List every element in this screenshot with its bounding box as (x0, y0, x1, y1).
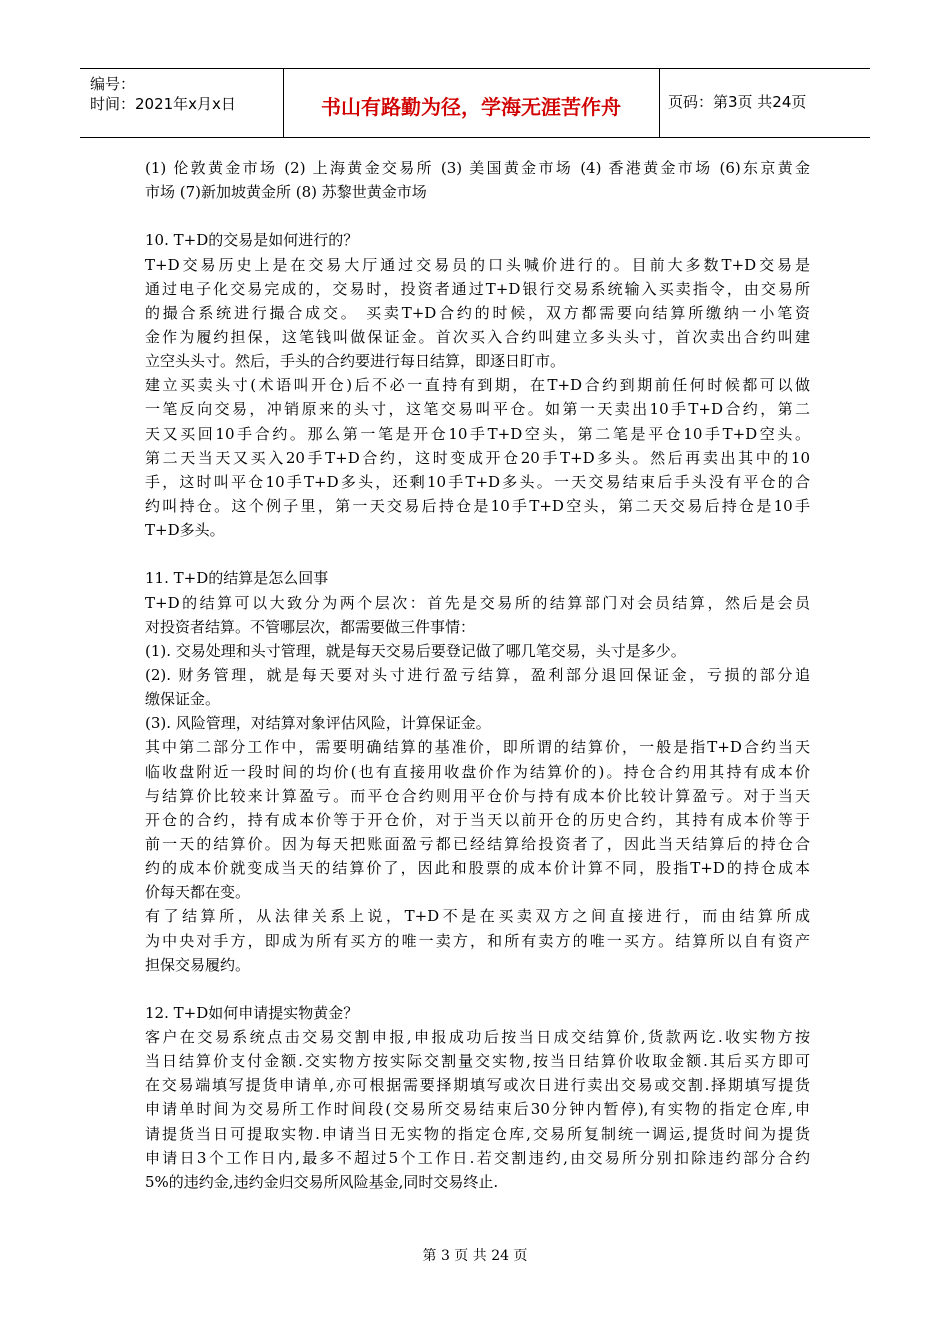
document-body (145, 156, 810, 1194)
number-label: 编号： (90, 75, 136, 93)
text-line: 为中央对手方，即成为所有买方的唯一卖方，和所有卖方的唯一买方。结算所以自有资产 (145, 931, 810, 950)
text-line: 其中第二部分工作中，需要明确结算的基准价，即所谓的结算价，一般是指T+D合约当天 (145, 738, 810, 757)
text-line: 12. T+D如何申请提实物黄金？ (145, 1003, 359, 1022)
page-header (80, 68, 870, 138)
text-line: 申请单时间为交易所工作时间段(交易所交易结束后30分钟内暂停),有实物的指定仓库,申 (145, 1100, 810, 1119)
text-line: 客户在交易系统点击交易交割申报,申报成功后按当日成交结算价,货款两讫.收实物方按 (145, 1028, 810, 1047)
motto-text: 书山有路勤为径，学海无涯苦作舟 (321, 95, 621, 119)
page-footer: 第 3 页 共 24 页 (422, 1248, 528, 1264)
text-line: 临收盘附近一段时间的均价(也有直接用收盘价作为结算价的)。持仓合约用其持有成本价 (145, 762, 810, 781)
text-line: 建立买卖头寸(术语叫开仓)后不必一直持有到期，在T+D合约到期前任何时候都可以做 (145, 376, 810, 395)
text-line: 在交易端填写提货申请单,亦可根据需要择期填写或次日进行卖出交易或交割.择期填写提货 (145, 1076, 810, 1095)
time-label: 时间：2021年x月x日 (90, 95, 236, 113)
text-line: 约的成本价就变成当天的结算价了，因此和股票的成本价计算不同，股指T+D的持仓成本 (145, 859, 810, 878)
text-line: 11. T+D的结算是怎么回事 (145, 569, 329, 588)
text-line: 对投资者结算。不管哪层次，都需要做三件事情： (145, 617, 476, 636)
paragraph-gap (145, 977, 810, 1001)
text-line: (1) 伦敦黄金市场 (2) 上海黄金交易所 (3) 美国黄金市场 (4) 香港黄金市场 (6)东京黄金 (145, 159, 810, 177)
text-line: (2). 财务管理，就是每天要对头寸进行盈亏结算，盈利部分退回保证金，亏损的部分追 (145, 665, 810, 684)
header-motto-cell (283, 69, 660, 137)
text-line: T+D交易历史上是在交易大厅通过交易员的口头喊价进行的。目前大多数T+D交易是 (145, 255, 810, 274)
paragraph-gap (145, 542, 810, 566)
header-meta-cell (80, 69, 284, 137)
text-line: 金作为履约担保，这笔钱叫做保证金。首次买入合约叫建立多头头寸，首次卖出合约叫建 (145, 327, 810, 346)
text-line: 通过电子化交易完成的，交易时，投资者通过T+D银行交易系统输入买卖指令，由交易所 (145, 279, 810, 298)
text-line: T+D多头。 (145, 521, 225, 540)
text-line: 有了结算所，从法律关系上说，T+D不是在买卖双方之间直接进行，而由结算所成 (145, 907, 810, 926)
text-line: 的撮合系统进行撮合成交。 买卖T+D合约的时候，双方都需要向结算所缴纳一小笔资 (145, 303, 810, 322)
text-line: 5%的违约金,违约金归交易所风险基金,同时交易终止. (145, 1172, 499, 1191)
text-line: 前一天的结算价。因为每天把账面盈亏都已经结算给投资者了，因此当天结算后的持仓合 (145, 834, 810, 853)
text-line: 10. T+D的交易是如何进行的？ (145, 231, 359, 250)
text-line: 开仓的合约，持有成本价等于开仓价，对于当天以前开仓的历史合约，其持有成本价等于 (145, 810, 810, 829)
header-page-cell (660, 69, 870, 137)
text-line: 手，这时叫平仓10手T+D多头，还剩10手T+D多头。一天交易结束后手头没有平仓的合 (145, 472, 810, 491)
text-line: 市场 (7)新加坡黄金所 (8) 苏黎世黄金市场 (145, 183, 427, 202)
text-line: 缴保证金。 (145, 690, 221, 709)
text-line: (1). 交易处理和头寸管理，就是每天交易后要登记做了哪几笔交易，头寸是多少。 (145, 641, 686, 660)
paragraph-gap (145, 204, 810, 228)
text-line: 第二天当天又买入20手T+D合约，这时变成开仓20手T+D多头。然后再卖出其中的10 (145, 448, 810, 467)
text-line: (3). 风险管理，对结算对象评估风险，计算保证金。 (145, 714, 491, 733)
text-line: 与结算价比较来计算盈亏。而平仓合约则用平仓价与持有成本价比较计算盈亏。对于当天 (145, 786, 810, 805)
text-line: 一笔反向交易，冲销原来的头寸，这笔交易叫平仓。如第一天卖出10手T+D合约，第二 (145, 400, 810, 419)
text-line: T+D的结算可以大致分为两个层次：首先是交易所的结算部门对会员结算，然后是会员 (145, 593, 810, 612)
text-line: 当日结算价支付金额.交实物方按实际交割量交实物,按当日结算价收取金额.其后买方即可 (145, 1052, 810, 1071)
page-number-label: 页码：第3页 共24页 (668, 93, 807, 111)
text-line: 约叫持仓。这个例子里，第一天交易后持仓是10手T+D空头，第二天交易后持仓是10手 (145, 496, 810, 515)
text-line: 立空头头寸。然后，手头的合约要进行每日结算，即逐日盯市。 (145, 352, 566, 371)
text-line: 价每天都在变。 (145, 883, 251, 902)
text-line: 请提货当日可提取实物.申请当日无实物的指定仓库,交易所复制统一调运,提货时间为提货 (145, 1124, 810, 1143)
text-line: 申请日3个工作日内,最多不超过5个工作日.若交割违约,由交易所分别扣除违约部分合约 (145, 1148, 810, 1167)
text-line: 天又买回10手合约。那么第一笔是开仓10手T+D空头，第二笔是平仓10手T+D空头。 (145, 424, 810, 443)
text-line: 担保交易履约。 (145, 955, 251, 974)
